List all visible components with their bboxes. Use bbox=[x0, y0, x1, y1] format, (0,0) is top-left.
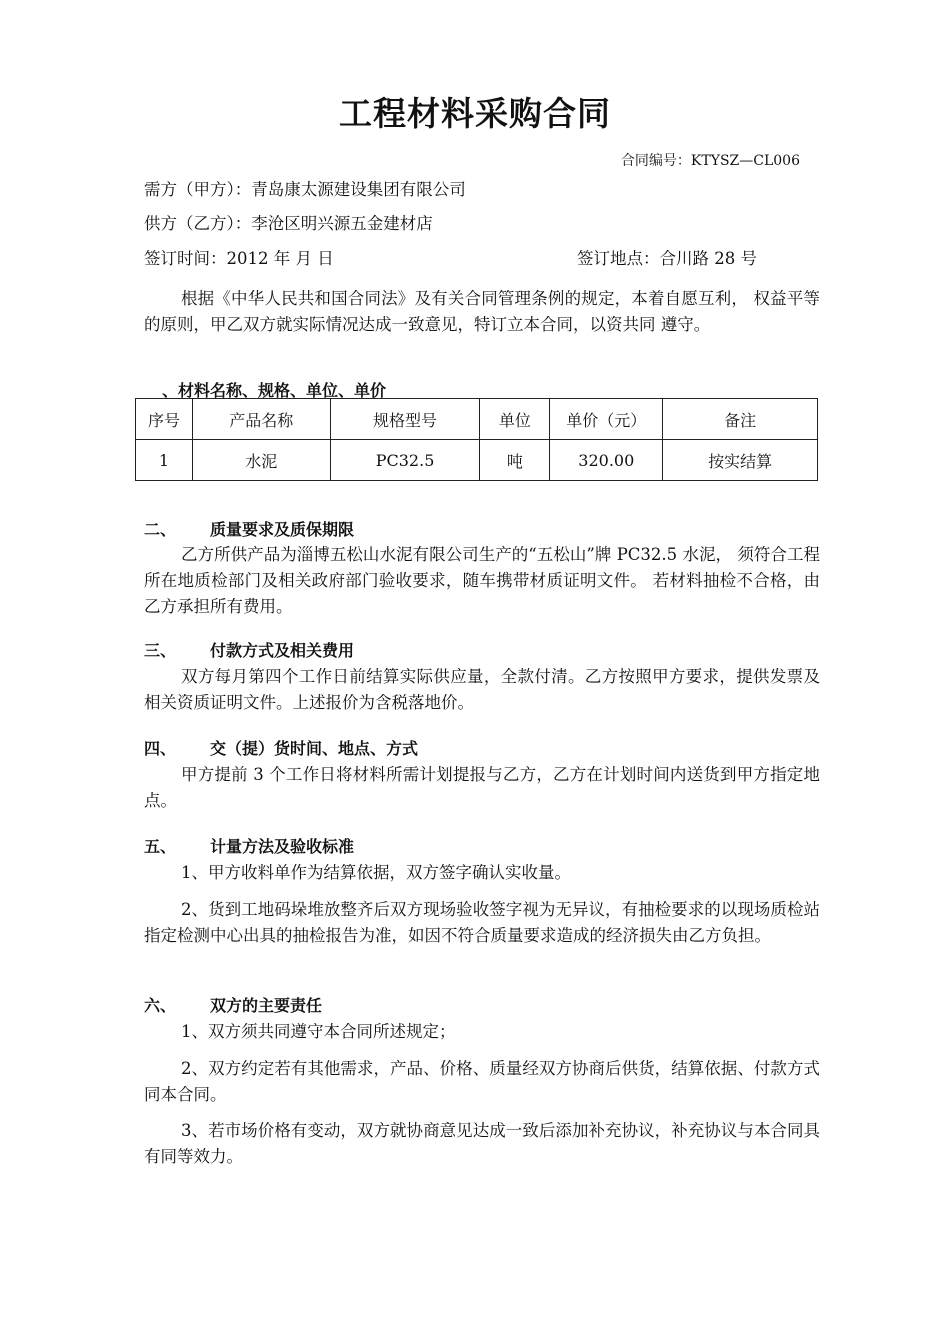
preamble-paragraph: 根据《中华人民共和国合同法》及有关合同管理条例的规定，本着自愿互利， 权益平等的原则，甲乙双方就实际情况达成一致意见，特订立本合同，以资共同 遵守。 bbox=[144, 289, 820, 334]
header-remarks: 备注 bbox=[663, 399, 818, 440]
table-row bbox=[136, 440, 818, 481]
header-spec-model: 规格型号 bbox=[330, 399, 480, 440]
cell-unit-price: 320.00 bbox=[550, 440, 663, 481]
sign-place: 签订地点：合川路 28 号 bbox=[577, 249, 757, 268]
section-title: 交（提）货时间、地点、方式 bbox=[210, 739, 419, 758]
responsibility-item-2: 2、双方约定若有其他需求，产品、价格、质量经双方协商后供货，结算依据、付款方式同本合同。 bbox=[144, 1059, 820, 1104]
buyer-line: 需方（甲方）：青岛康太源建设集团有限公司 bbox=[144, 180, 466, 199]
header-product-name: 产品名称 bbox=[192, 399, 330, 440]
section-number: 五、 bbox=[144, 837, 177, 856]
contract-number: 合同编号：KTYSZ—CL006 bbox=[620, 153, 800, 169]
cell-spec-model: PC32.5 bbox=[330, 440, 480, 481]
sign-time: 签订时间：2012 年 月 日 bbox=[144, 249, 334, 268]
section-title: 付款方式及相关费用 bbox=[210, 641, 355, 660]
measurement-item-2: 2、货到工地码垛堆放整齐后双方现场验收签字视为无异议，有抽检要求的以现场质检站指定检测中心出具的抽检报告为准，如因不符合质量要求造成的经济损失由乙方负担。 bbox=[144, 900, 820, 945]
responsibility-item-3: 3、若市场价格有变动，双方就协商意见达成一致后添加补充协议，补充协议与本合同具有同等效力。 bbox=[144, 1121, 820, 1166]
section-number: 六、 bbox=[144, 996, 177, 1015]
responsibility-item-1: 1、双方须共同遵守本合同所述规定； bbox=[181, 1022, 456, 1041]
quality-paragraph: 乙方所供产品为淄博五松山水泥有限公司生产的“五松山”牌 PC32.5 水泥， 须符合工程所在地质检部门及相关政府部门验收要求，随车携带材质证明文件。 若材料抽检不合格，由乙方承担所有费用。 bbox=[144, 545, 820, 616]
cell-unit: 吨 bbox=[480, 440, 550, 481]
section-title: 质量要求及质保期限 bbox=[210, 520, 355, 539]
section-heading-measurement bbox=[144, 834, 354, 857]
materials-table bbox=[135, 398, 818, 481]
section-number: 三、 bbox=[144, 641, 177, 660]
payment-paragraph: 双方每月第四个工作日前结算实际供应量，全款付清。乙方按照甲方要求，提供发票及相关资质证明文件。上述报价为含税落地价。 bbox=[144, 667, 820, 712]
section-title: 计量方法及验收标准 bbox=[210, 837, 355, 856]
section-heading-responsibilities bbox=[144, 993, 322, 1016]
section-number: 二、 bbox=[144, 520, 177, 539]
cell-index: 1 bbox=[136, 440, 193, 481]
header-index: 序号 bbox=[136, 399, 193, 440]
table-header-row bbox=[136, 399, 818, 440]
supplier-line: 供方（乙方）：李沧区明兴源五金建材店 bbox=[144, 214, 433, 233]
measurement-item-1: 1、甲方收料单作为结算依据，双方签字确认实收量。 bbox=[181, 863, 571, 882]
section-heading-delivery bbox=[144, 736, 418, 759]
header-unit-price: 单价（元） bbox=[550, 399, 663, 440]
section-heading-payment bbox=[144, 638, 354, 661]
document-title: 工程材料采购合同 bbox=[339, 94, 611, 133]
section-number: 四、 bbox=[144, 739, 177, 758]
cell-remarks: 按实结算 bbox=[663, 440, 818, 481]
section-heading-materials: 、材料名称、规格、单位、单价 bbox=[162, 381, 387, 400]
section-title: 双方的主要责任 bbox=[210, 996, 323, 1015]
delivery-paragraph: 甲方提前 3 个工作日将材料所需计划提报与乙方，乙方在计划时间内送货到甲方指定地点。 bbox=[144, 765, 820, 810]
header-unit: 单位 bbox=[480, 399, 550, 440]
section-heading-quality bbox=[144, 517, 354, 540]
cell-product-name: 水泥 bbox=[192, 440, 330, 481]
